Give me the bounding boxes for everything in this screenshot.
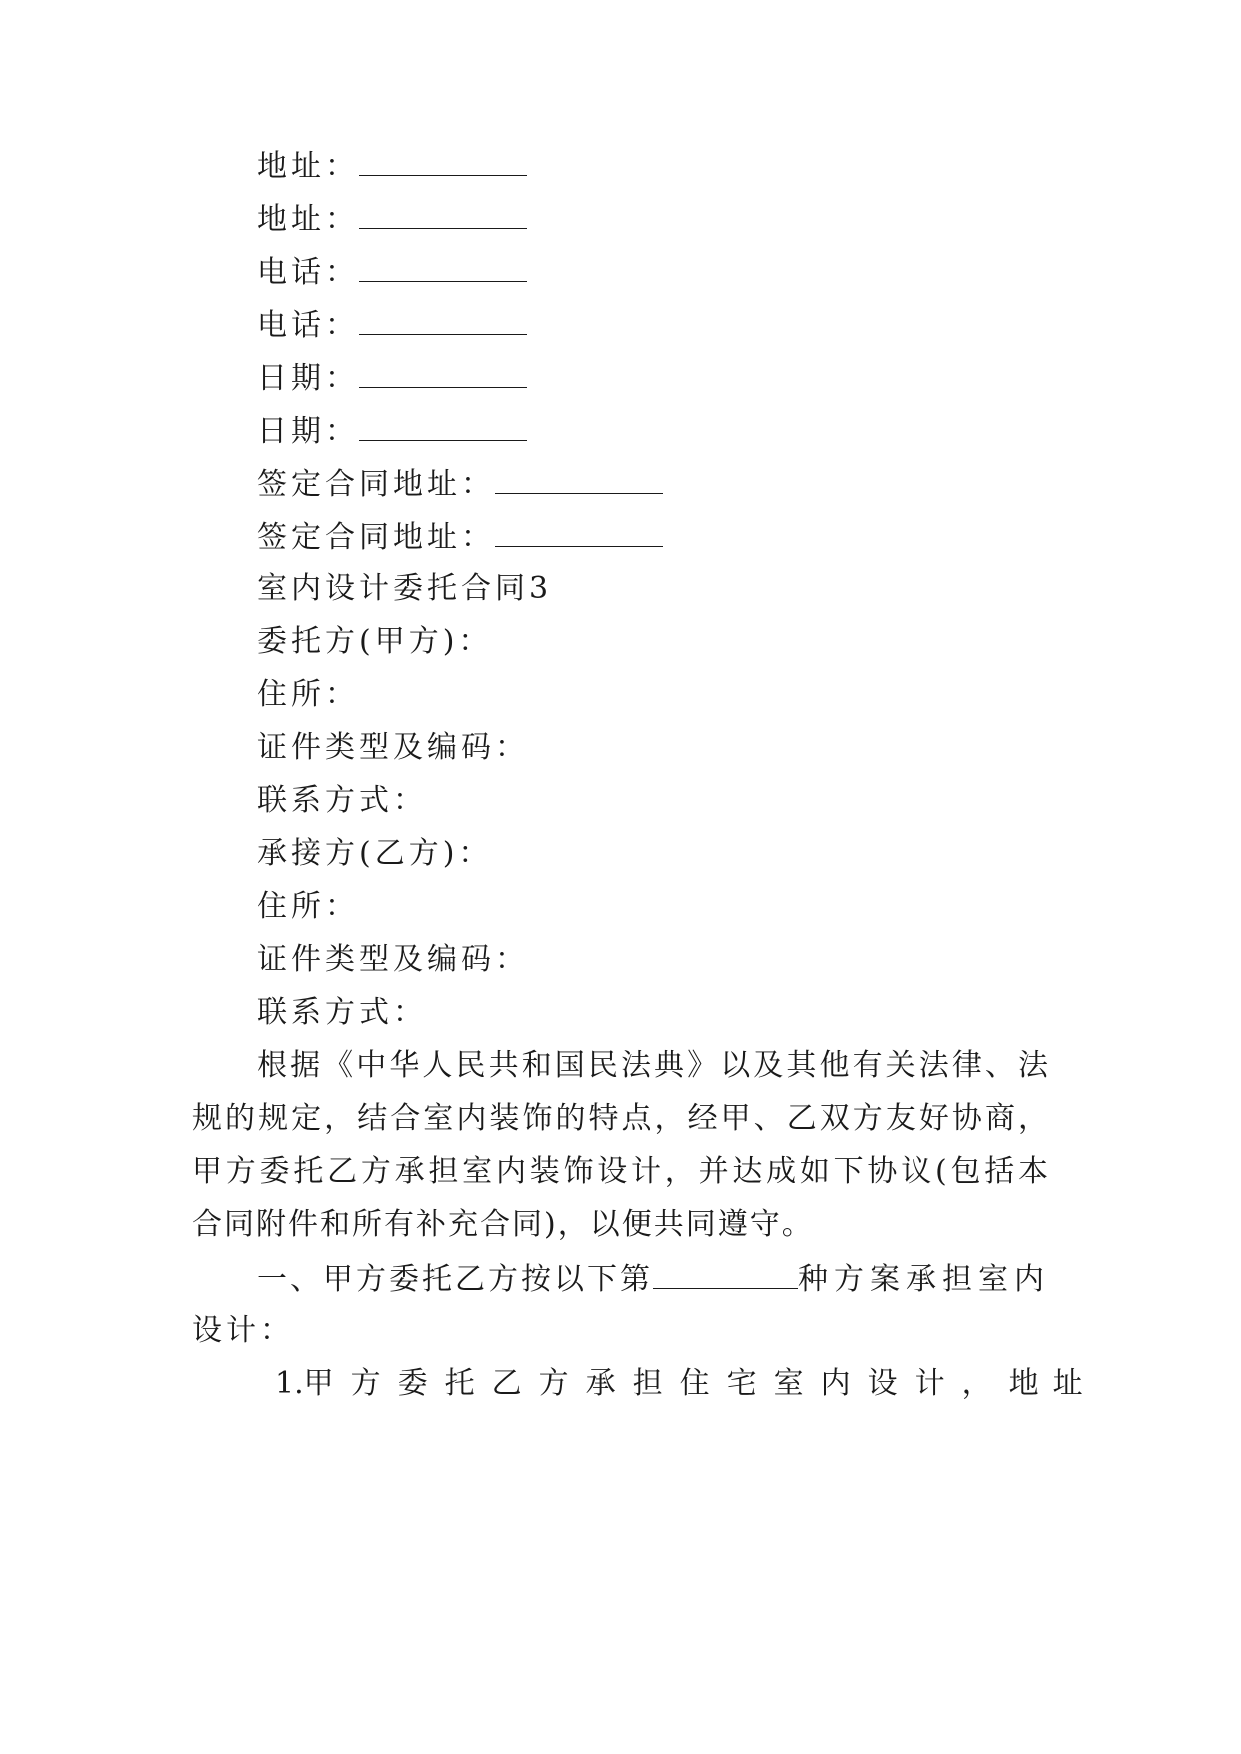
date-blank[interactable] (359, 410, 527, 441)
address-line-b (257, 198, 527, 240)
phone-label: 电话： (257, 255, 359, 290)
contract-title: 室内设计委托合同3 (257, 571, 553, 606)
party-a-label: 委托方(甲方)： (257, 624, 493, 659)
paragraph-2-line-2: 设计： (192, 1313, 294, 1348)
item-number: 1. (275, 1366, 304, 1401)
address-label: 地址： (257, 202, 359, 237)
sign-place-line-b (257, 516, 663, 558)
date-blank[interactable] (359, 357, 527, 388)
plan-number-blank[interactable] (653, 1258, 798, 1289)
address-blank[interactable] (359, 198, 527, 229)
sign-place-label: 签定合同地址： (257, 520, 495, 555)
date-label: 日期： (257, 414, 359, 449)
date-label: 日期： (257, 361, 359, 396)
address-blank[interactable] (359, 145, 527, 176)
sign-place-line-a (257, 463, 663, 505)
paragraph-3-address: 地址 (1008, 1366, 1097, 1401)
paragraph-2-line-1 (257, 1258, 1050, 1300)
paragraph-2-text-a: 一、甲方委托乙方按以下第 (257, 1262, 653, 1297)
paragraph-1-line-3: 甲方委托乙方承担室内装饰设计，并达成如下协议(包括本 (192, 1154, 1050, 1189)
party-a-residence: 住所： (257, 677, 359, 712)
paragraph-2-text-b: 种方案承担室内 (798, 1262, 1050, 1297)
paragraph-1-line-2: 规的规定，结合室内装饰的特点，经甲、乙双方友好协商， (192, 1101, 1050, 1136)
phone-blank[interactable] (359, 251, 527, 282)
party-b-id: 证件类型及编码： (257, 942, 529, 977)
date-line-b (257, 410, 527, 452)
paragraph-1-line-1: 根据《中华人民共和国民法典》以及其他有关法律、法 (257, 1048, 1050, 1083)
paragraph-3-line-1 (275, 1364, 1097, 1404)
party-b-label: 承接方(乙方)： (257, 836, 493, 871)
phone-blank[interactable] (359, 304, 527, 335)
phone-line-a (257, 251, 527, 293)
sign-place-label: 签定合同地址： (257, 467, 495, 502)
party-b-residence: 住所： (257, 889, 359, 924)
phone-line-b (257, 304, 527, 346)
party-a-contact: 联系方式： (257, 783, 427, 818)
address-label: 地址： (257, 149, 359, 184)
sign-place-blank[interactable] (495, 516, 663, 547)
party-b-contact: 联系方式： (257, 995, 427, 1030)
address-line-a (257, 145, 527, 187)
phone-label: 电话： (257, 308, 359, 343)
paragraph-3-text: 甲方委托乙方承担住宅室内设计， (303, 1366, 1009, 1401)
party-a-id: 证件类型及编码： (257, 730, 529, 765)
paragraph-1-line-4: 合同附件和所有补充合同)，以便共同遵守。 (192, 1207, 814, 1242)
sign-place-blank[interactable] (495, 463, 663, 494)
date-line-a (257, 357, 527, 399)
